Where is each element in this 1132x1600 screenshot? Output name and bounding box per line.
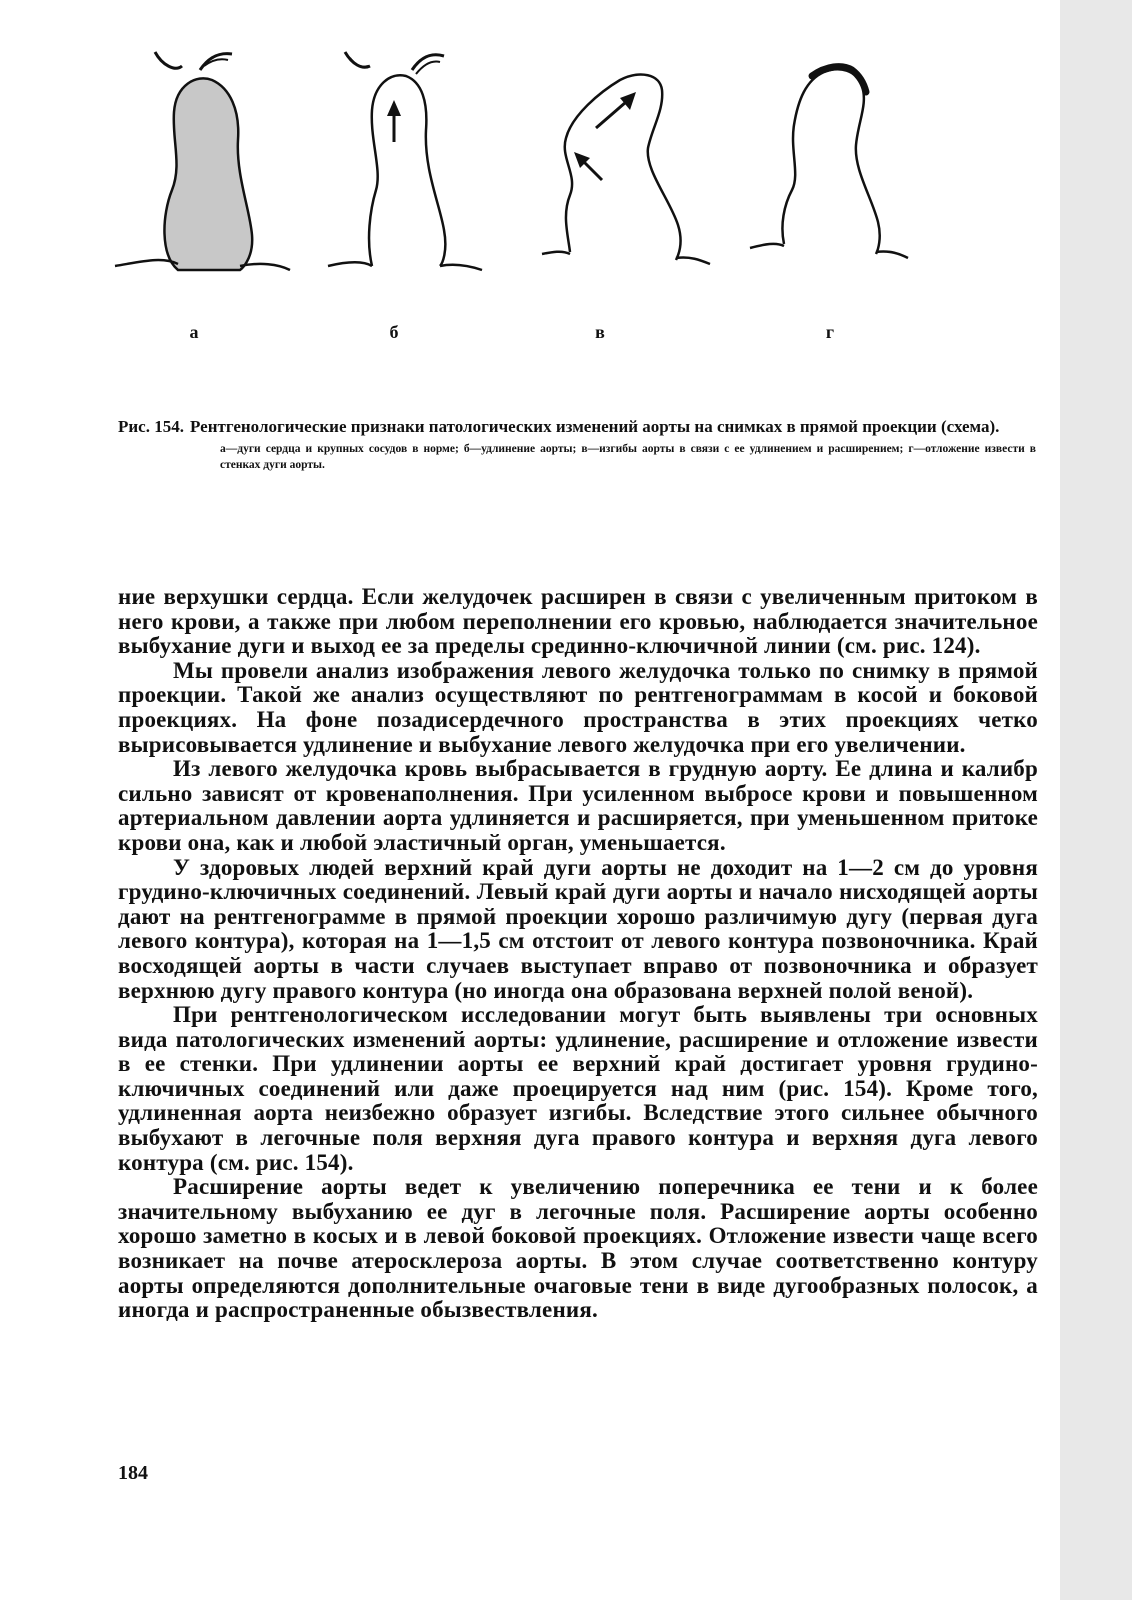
panel-label-a: а [189, 322, 199, 342]
paragraph-5: При рентгенологическом исследовании могут быть выявлены три основных вида патологических изменений аорты: удлинение, расширение и отложение извести в ее стенки. При удлинении аорты ее верхний край достигает уровня грудино-ключичных соединений или даже проецируется над ним (рис. 154). Кроме того, удлиненная аорта неизбежно образует изгибы. Вследствие этого сильнее обычного выбухают в легочные поля верхняя дуга правого контура и верхняя дуга левого контура (см. рис. 154). [118, 1002, 1038, 1175]
panel-b-drawing [328, 52, 482, 270]
panel-label-b: б [389, 322, 399, 342]
body-text [118, 585, 1038, 1323]
page-number: 184 [118, 1462, 148, 1484]
figure-154 [100, 30, 950, 350]
panel-a-drawing [115, 52, 290, 270]
paragraph-3: Из левого желудочка кровь выбрасывается в грудную аорту. Ее длина и калибр сильно зависят от кровенаполнения. При усиленном выбросе крови и повышенном артериальном давлении аорта удлиняется и расширяется, при уменьшенном притоке крови она, как и любой эластичный орган, уменьшается. [118, 756, 1038, 855]
panel-label-g: г [825, 322, 835, 342]
paragraph-6: Расширение аорты ведет к увеличению поперечника ее тени и к более значительному выбуханию ее дуг в легочные поля. Расширение аорты особенно хорошо заметно в косых и в левой боковой проекциях. Отложение извести чаще всего возникает на почве атеросклероза аорты. В этом случае соответственно контуру аорты определяются дополнительные очаговые тени в виде дугообразных полосок, а иногда и распространенные обызвествления. [118, 1174, 1038, 1323]
panel-v-drawing [542, 75, 710, 264]
caption-legend: а—дуги сердца и крупных сосудов в норме; б—удлинение аорты; в—изгибы аорты в связи с ее удлинением и расширением; г—отложение извести в стенках дуги аорты. [220, 443, 1036, 471]
caption-heading [118, 416, 1036, 437]
caption-title-line [118, 416, 1036, 437]
figure-caption [118, 416, 1036, 473]
caption-title: Рентгенологические признаки патологических изменений аорты на снимках в прямой проекции (схема). [189, 417, 1000, 436]
panel-label-v: в [595, 322, 605, 342]
paragraph-1: ние верхушки сердца. Если желудочек расширен в связи с увеличенным притоком в него крови, а также при любом переполнении его кровью, наблюдается значительное выбухание дуги и выход ее за пределы срединно-ключичной линии (см. рис. 124). [118, 584, 1038, 659]
paragraph-2: Мы провели анализ изображения левого желудочка только по снимку в прямой проекции. Такой же анализ осуществляют по рентгенограммам в косой и боковой проекциях. На фоне позадисердечного пространства в этих проекциях четко вырисовывается удлинение и выбухание левого желудочка при его увеличении. [118, 657, 1038, 757]
aorta-schematic-diagram [100, 30, 950, 350]
panel-g-drawing [750, 67, 908, 258]
paragraph-4: У здоровых людей верхний край дуги аорты не доходит на 1—2 см до уровня грудино-ключичных соединений. Левый край дуги аорты и начало нисходящей аорты дают на рентгенограмме в прямой проекции хорошо различимую дугу (первая дуга левого контура), которая на 1—1,5 см отстоит от левого контура позвоночника. Край восходящей аорты в части случаев выступает вправо от позвоночника и образует верхнюю дугу правого контура (но иногда она образована верхней полой веной). [118, 854, 1038, 1003]
caption-number: Рис. 154. [118, 417, 184, 436]
